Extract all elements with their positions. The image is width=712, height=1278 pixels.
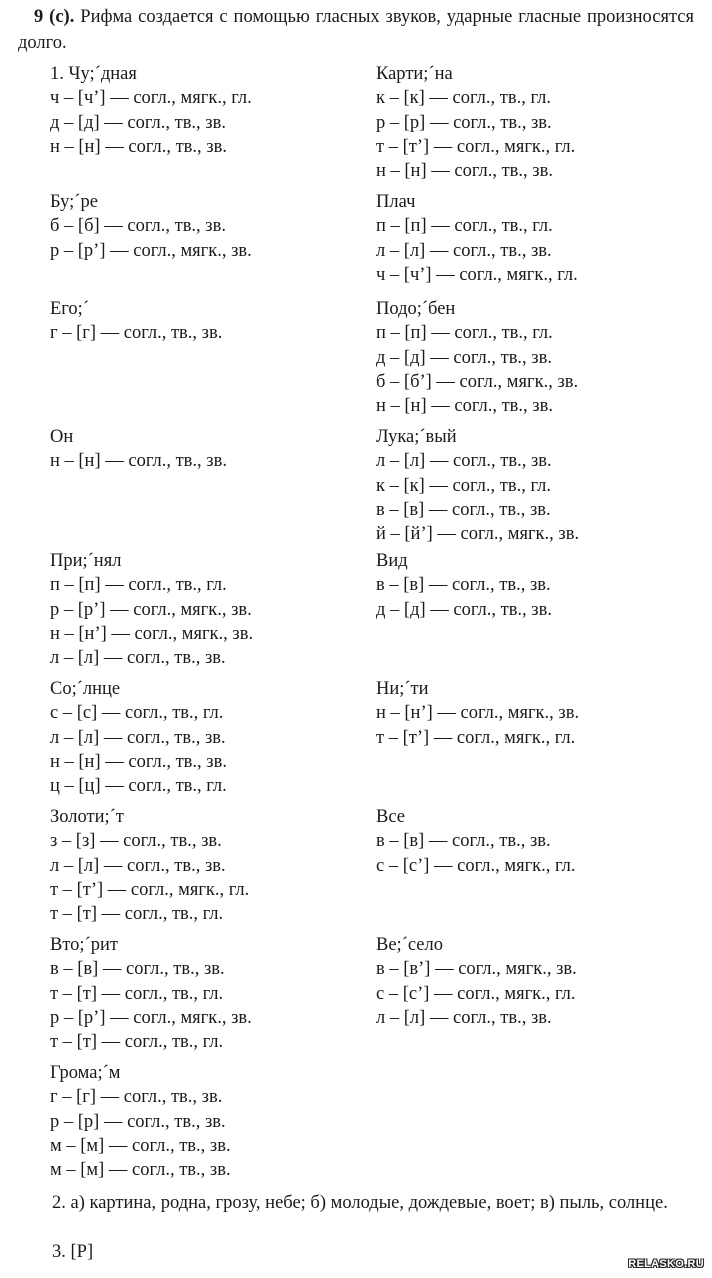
sound-analysis-line: п – [п] — согл., тв., гл. [50,575,227,596]
sound-analysis-line: г – [г] — согл., тв., зв. [50,1087,223,1108]
word-title: Плач [376,192,416,212]
word-block [376,297,578,418]
sound-analysis-line: в – [в] — согл., тв., зв. [376,831,551,852]
sound-analysis-line: д – [д] — согл., тв., зв. [50,112,226,133]
sound-analysis-line: т – [т’] — согл., мягк., гл. [376,727,576,748]
sound-analysis-line: л – [л] — согл., тв., зв. [50,855,226,876]
word-title: Со;´лнце [50,679,121,699]
word-title: Ни;´ти [376,679,429,699]
watermark: RELASKO.RU [628,1258,704,1270]
word-block [376,677,579,750]
word-title: Его;´ [50,299,89,319]
sound-analysis-line: н – [н] — согл., тв., зв. [376,161,553,182]
sound-analysis-line: с – [с’] — согл., мягк., гл. [376,855,576,876]
sound-analysis-line: к – [к] — согл., тв., гл. [376,475,551,496]
sound-analysis-line: р – [р] — согл., тв., зв. [376,112,552,133]
sound-analysis-line: т – [т] — согл., тв., гл. [50,983,224,1004]
word-block [50,549,253,670]
sound-analysis-line: л – [л] — согл., тв., зв. [376,240,552,261]
word-block [50,62,252,159]
word-title: Ве;´село [376,935,443,955]
intro-text: Рифма создается с помощью гласных звуков, ударные гласные произносятся долго. [18,7,694,53]
sound-analysis-line: й – [й’] — согл., мягк., зв. [376,524,580,545]
sound-analysis-line: д – [д] — согл., тв., зв. [376,347,552,368]
word-title: Подо;´бен [376,299,456,319]
word-title: Бу;´ре [50,192,98,212]
sound-analysis-line: д – [д] — согл., тв., зв. [376,599,552,620]
word-block [376,190,578,287]
sound-analysis-line: к – [к] — согл., тв., гл. [376,88,551,109]
sound-analysis-line: н – [н] — согл., тв., зв. [376,396,553,417]
word-block [50,1061,231,1182]
sound-analysis-line: л – [л] — согл., тв., зв. [376,451,552,472]
sound-analysis-line: ч – [ч’] — согл., мягк., гл. [376,264,578,285]
sound-analysis-line: н – [н’] — согл., мягк., зв. [376,703,580,724]
sound-analysis-line: т – [т’] — согл., мягк., гл. [50,879,250,900]
sound-analysis-line: н – [н] — согл., тв., зв. [50,751,227,772]
word-block [376,62,575,183]
word-block [50,805,249,926]
word-block [376,549,552,622]
sound-analysis-line: п – [п] — согл., тв., гл. [376,216,553,237]
sound-analysis-line: ч – [ч’] — согл., мягк., гл. [50,88,252,109]
sound-analysis-line: р – [р’] — согл., мягк., зв. [50,240,252,261]
sound-analysis-line: л – [л] — согл., тв., зв. [50,727,226,748]
sound-analysis-line: н – [н’] — согл., мягк., зв. [50,623,254,644]
sound-analysis-line: в – [в’] — согл., мягк., зв. [376,959,577,980]
sound-analysis-line: г – [г] — согл., тв., зв. [50,323,223,344]
sound-analysis-line: л – [л] — согл., тв., зв. [50,648,226,669]
word-title: Золоти;´т [50,807,124,827]
word-title: 1. Чу;´дная [50,64,137,84]
word-title: Лука;´вый [376,427,457,447]
sound-analysis-line: р – [р’] — согл., мягк., зв. [50,1007,252,1028]
sound-analysis-line: н – [н] — согл., тв., зв. [50,451,227,472]
sound-analysis-line: п – [п] — согл., тв., гл. [376,323,553,344]
sound-analysis-line: з – [з] — согл., тв., зв. [50,831,222,852]
sound-analysis-line: с – [с] — согл., тв., гл. [50,703,224,724]
intro-paragraph [18,4,694,56]
sound-analysis-line: в – [в] — согл., тв., зв. [376,575,551,596]
sound-analysis-line: т – [т’] — согл., мягк., гл. [376,136,576,157]
word-block [50,190,252,263]
sound-analysis-line: м – [м] — согл., тв., зв. [50,1160,231,1181]
sound-analysis-line: в – [в] — согл., тв., зв. [376,499,551,520]
sound-analysis-line: л – [л] — согл., тв., зв. [376,1007,552,1028]
sound-analysis-line: н – [н] — согл., тв., зв. [50,136,227,157]
word-title: При;´нял [50,551,122,571]
exercise-number: 9 (с). [34,7,75,27]
sound-analysis-line: б – [б’] — согл., мягк., зв. [376,371,579,392]
word-block [376,805,576,878]
sound-analysis-line: с – [с’] — согл., мягк., гл. [376,983,576,1004]
word-title: Он [50,427,74,447]
sound-analysis-line: р – [р] — согл., тв., зв. [50,1111,226,1132]
question-3-answer: 3. [Р] [52,1242,94,1262]
word-title: Вид [376,551,408,571]
word-title: Карти;´на [376,64,453,84]
question-2-answer: 2. а) картина, родна, грозу, небе; б) молодые, дождевые, воет; в) пыль, солнце. [52,1193,668,1213]
sound-analysis-line: б – [б] — согл., тв., зв. [50,216,226,237]
word-title: Вто;´рит [50,935,118,955]
word-block [376,933,577,1030]
word-block [50,425,227,474]
word-title: Все [376,807,405,827]
sound-analysis-line: т – [т] — согл., тв., гл. [50,904,224,925]
word-block [50,677,227,798]
word-block [50,297,222,346]
sound-analysis-line: в – [в] — согл., тв., зв. [50,959,225,980]
sound-analysis-line: р – [р’] — согл., мягк., зв. [50,599,252,620]
word-block [50,933,252,1054]
word-block [376,425,579,546]
sound-analysis-line: ц – [ц] — согл., тв., гл. [50,776,227,797]
sound-analysis-line: м – [м] — согл., тв., зв. [50,1135,231,1156]
word-title: Грома;´м [50,1063,121,1083]
sound-analysis-line: т – [т] — согл., тв., гл. [50,1032,224,1053]
